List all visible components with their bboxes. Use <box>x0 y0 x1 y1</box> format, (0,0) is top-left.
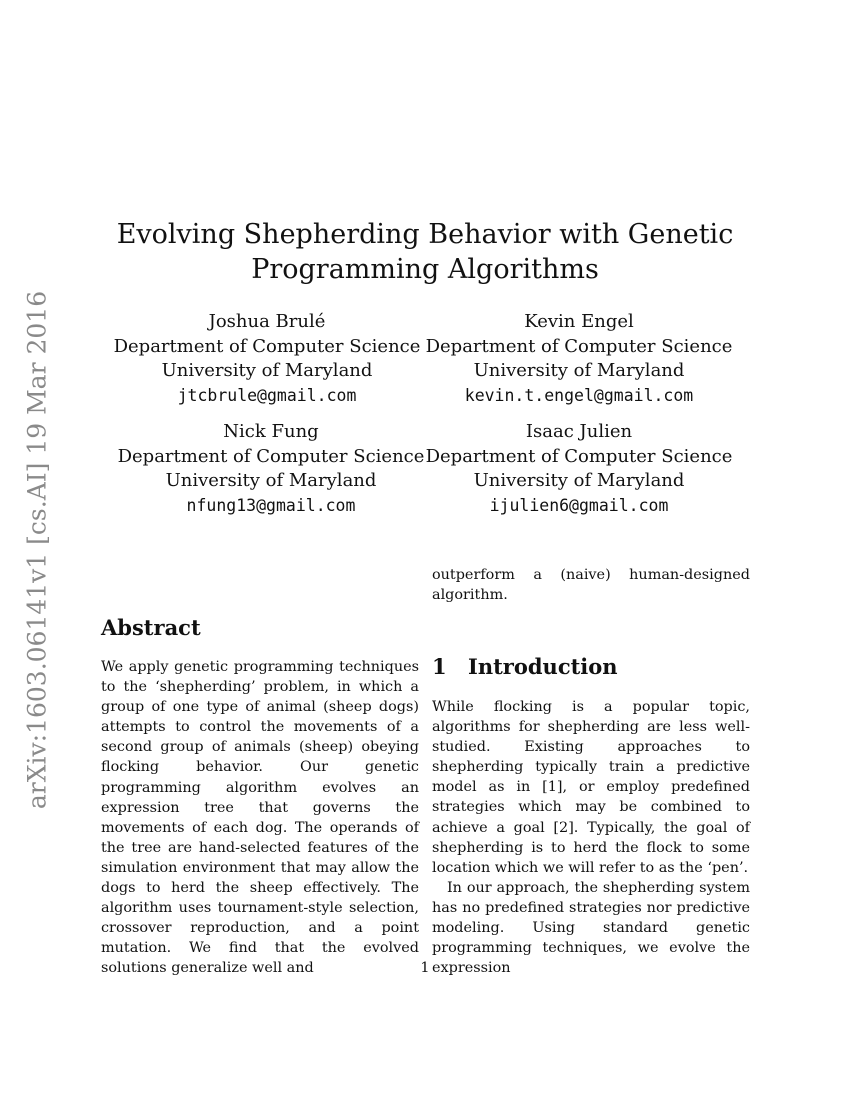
abstract-continuation <box>432 565 750 605</box>
author-name: Isaac Julien <box>525 421 633 442</box>
title-line-1: Evolving Shepherding Behavior with Genetic <box>116 219 734 250</box>
abstract-heading: Abstract <box>101 615 201 640</box>
author-name: Joshua Brulé <box>208 311 326 332</box>
author-university: University of Maryland <box>165 470 377 491</box>
author-department: Department of Computer Science <box>425 445 733 467</box>
intro-paragraph-2: In our approach, the shepherding system has no predefined strategies nor predictive modeling. Using standard genetic programming techniques, we evolve the expression <box>432 879 750 977</box>
author-department: Department of Computer Science <box>425 335 733 357</box>
paper-title <box>0 217 850 287</box>
author-department: Department of Computer Science <box>117 445 425 467</box>
author-email: ijulien6@gmail.com <box>489 495 669 515</box>
author-university: University of Maryland <box>473 470 685 491</box>
author-email: kevin.t.engel@gmail.com <box>464 385 694 405</box>
introduction-body <box>432 697 750 978</box>
section-number: 1 <box>432 654 447 679</box>
title-line-2: Programming Algorithms <box>251 254 599 285</box>
author-block-brule <box>114 310 421 408</box>
author-university: University of Maryland <box>473 360 685 381</box>
intro-paragraph-1: While flocking is a popular topic, algorithms for shepherding are less well-studied. Existing approaches to shepherding typically train a predictive model as in [1], or employ predefined strategies which may be combined to achieve a goal [2]. Typically, the goal of shepherding is to herd the flock to some location which we will refer to as the ‘pen’. <box>432 699 750 876</box>
author-block-julien <box>426 420 733 518</box>
author-name: Kevin Engel <box>524 311 634 332</box>
arxiv-identifier: arXiv:1603.06141v1 [cs.AI] 19 Mar 2016 <box>22 290 52 810</box>
abstract-continuation-text: outperform a (naive) human-designed algorithm. <box>432 567 750 604</box>
author-block-fung <box>118 420 425 518</box>
introduction-heading <box>432 654 618 679</box>
author-email: nfung13@gmail.com <box>186 495 356 515</box>
author-name: Nick Fung <box>223 421 319 442</box>
author-university: University of Maryland <box>161 360 373 381</box>
section-title: Introduction <box>468 654 618 679</box>
page-number: 1 <box>420 960 430 976</box>
abstract-body <box>101 657 419 979</box>
author-email: jtcbrule@gmail.com <box>177 385 357 405</box>
abstract-text: We apply genetic programming techniques to the ‘shepherding’ problem, in which a group of one type of animal (sheep dogs) attempts to control the movements of a second group of animals (sheep) obeying flocking behavior. Our genetic programming algorithm evolves an expression tree that governs the movements of each dog. The operands of the tree are hand-selected features of the simulation environment that may allow the dogs to herd the sheep effectively. The algorithm uses tournament-style selection, crossover reproduction, and a point mutation. We find that the evolved solutions generalize well and <box>101 659 419 977</box>
author-block-engel <box>426 310 733 408</box>
author-department: Department of Computer Science <box>113 335 421 357</box>
